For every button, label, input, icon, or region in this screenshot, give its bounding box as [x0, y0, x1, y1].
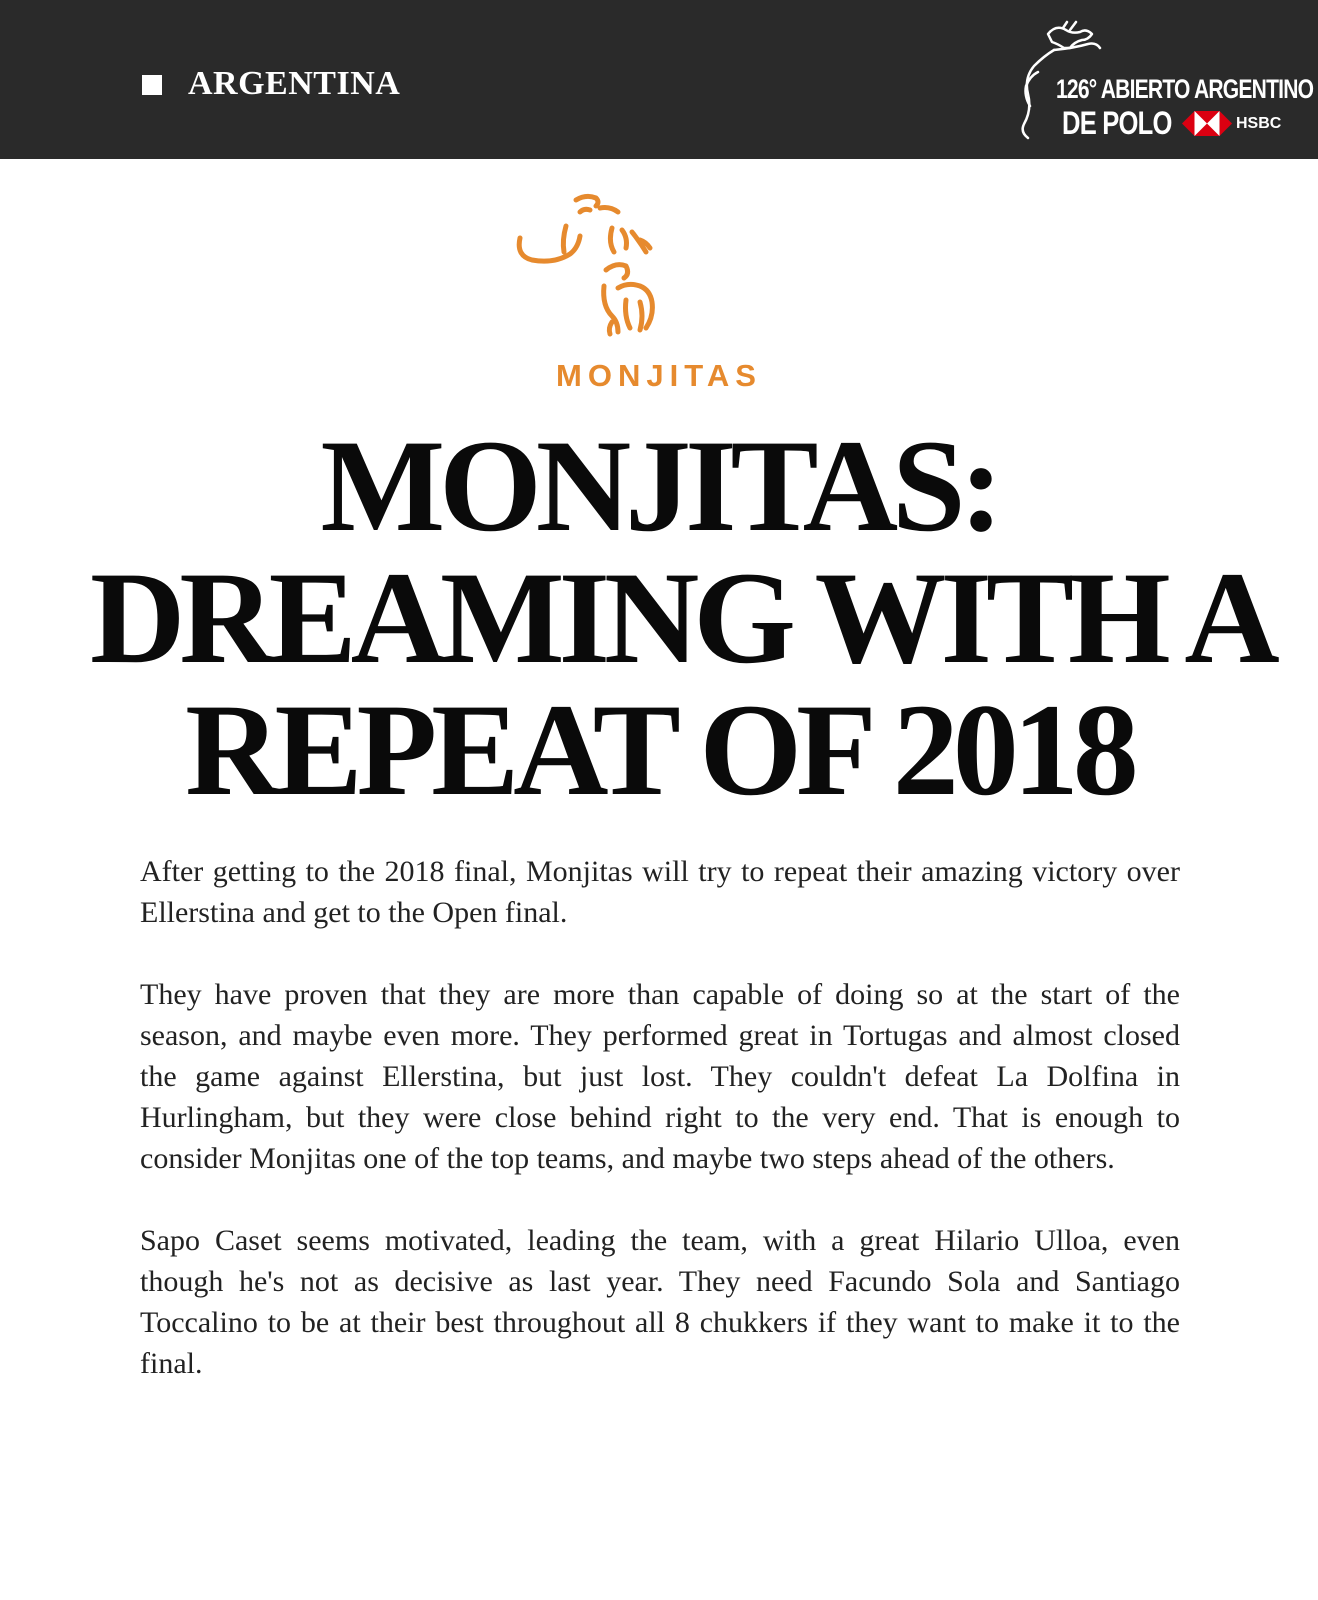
hsbc-hexagon-icon	[1182, 111, 1232, 136]
headline-line1: MONJITAS:	[320, 412, 998, 559]
article-paragraph-3: Sapo Caset seems motivated, leading the team, with a great Hilario Ulloa, even though he's not as decisive as last year. They need Facundo Sola and Santiago Toccalino to be at their best throughout all 8 chukkers if they want to make it to the final.	[140, 1224, 1180, 1380]
top-bar	[0, 0, 1318, 159]
section-label[interactable]: ARGENTINA	[188, 65, 401, 102]
event-title-line1: 126° ABIERTO ARGENTINO	[1056, 74, 1314, 104]
event-title-line2: DE POLO	[1062, 105, 1172, 141]
article-paragraph-1: After getting to the 2018 final, Monjitas will try to repeat their amazing victory over Ellerstina and get to the Open final.	[140, 855, 1180, 929]
team-name: MONJITAS	[556, 358, 762, 393]
headline-line2: DREAMING WITH A	[90, 544, 1274, 691]
section-square-icon	[142, 75, 162, 95]
article-paragraph-2: They have proven that they are more than capable of doing so at the start of the season, and maybe even more. They performed great in Tortugas and almost closed the game against Ellerstina, but just lost. They couldn't defeat La Dolfina in Hurlingham, but they were close behind right to the very end. That is enough to consider Monjitas one of the top teams, and maybe two steps ahead of the others.	[140, 978, 1180, 1175]
sponsor-label: HSBC	[1236, 115, 1282, 132]
article-body	[140, 851, 1180, 1425]
headline-line3: REPEAT OF 2018	[185, 676, 1133, 823]
headline	[90, 412, 1274, 823]
